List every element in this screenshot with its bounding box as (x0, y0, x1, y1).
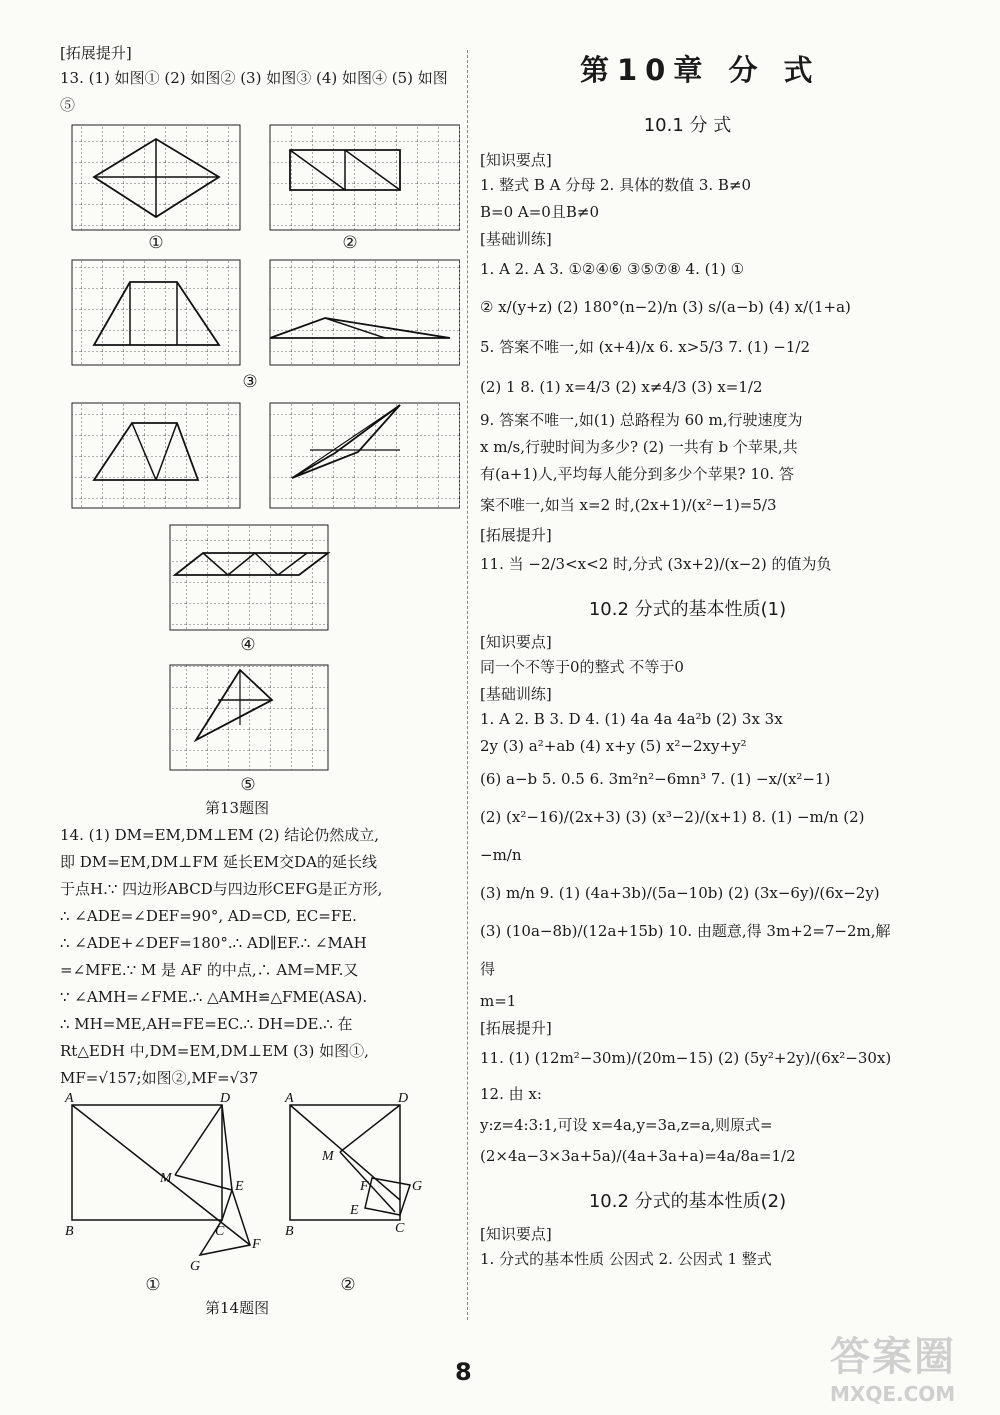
fig13-label-4: ④ (240, 635, 256, 655)
answer-line: 1. 分式的基本性质 公因式 2. 公因式 1 整式 (480, 1250, 772, 1268)
answer-line: ② x/(y+z) (2) 180°(n−2)/n (3) s/(a−b) (4) x/(1+a) (480, 298, 851, 316)
fig14-label-2: ② (340, 1275, 356, 1295)
section-tag: [拓展提升] (480, 1019, 552, 1037)
answer-line: (2) 1 8. (1) x=4/3 (2) x≠4/3 (3) x=1/2 (480, 378, 763, 396)
q14-line: =∠MFE.∵ M 是 AF 的中点,∴ AM=MF.又 (60, 961, 359, 979)
fig13-label-1: ① (148, 233, 164, 253)
q14-line: ∴ ∠ADE+∠DEF=180°.∴ AD∥EF.∴ ∠MAH (60, 934, 367, 952)
grid-4b (270, 403, 460, 508)
left-column (60, 40, 462, 119)
fig13-label-5: ⑤ (240, 775, 256, 795)
section-title: 10.2 分式的基本性质(2) (588, 1191, 787, 1212)
grid-4c (170, 525, 328, 630)
figure-13 (60, 120, 460, 820)
q14-line: Rt△EDH 中,DM=EM,DM⊥EM (3) 如图①, (60, 1042, 369, 1060)
section-tag: [基础训练] (480, 685, 552, 703)
watermark (830, 1325, 956, 1406)
answer-line: 11. 当 −2/3<x<2 时,分式 (3x+2)/(x−2) 的值为负 (480, 555, 832, 573)
pt-F1: F (252, 1237, 261, 1252)
answer-line: (3) (10a−8b)/(12a+15b) 10. 由题意,得 3m+2=7−2m,解得 (480, 922, 891, 978)
section-tag: [拓展提升] (60, 44, 132, 62)
question-13: 13. (1) 如图① (2) 如图② (3) 如图③ (4) 如图④ (5) 如图⑤ (60, 69, 448, 114)
pt-C2: C (395, 1221, 405, 1236)
pt-M1: M (160, 1171, 172, 1186)
pt-M2: M (322, 1149, 334, 1164)
pt-A1: A (65, 1091, 74, 1106)
answer-line: y:z=4:3:1,可设 x=4a,y=3a,z=a,则原式= (480, 1116, 773, 1134)
q14-line: 即 DM=EM,DM⊥FM 延长EM交DA的延长线 (60, 853, 377, 871)
q14-line: MF=√157;如图②,MF=√37 (60, 1069, 259, 1087)
pt-C1: C (215, 1224, 225, 1239)
pt-F2: F (360, 1179, 369, 1194)
answer-line: (2) (x²−16)/(2x+3) (3) (x³−2)/(x+1) 8. (1) −m/n (2) −m/n (480, 808, 865, 864)
column-divider (467, 50, 468, 1320)
grid-4a (72, 403, 240, 508)
answer-line: 1. A 2. A 3. ①②④⑥ ③⑤⑦⑧ 4. (1) ① (480, 260, 745, 278)
fig13-label-2: ② (342, 233, 358, 253)
answer-line: B=0 A=0且B≠0 (480, 203, 599, 221)
pt-D2: D (398, 1091, 409, 1106)
answer-line: x m/s,行驶时间为多少? (2) 一共有 b 个苹果,共 (480, 438, 798, 456)
right-column (480, 105, 895, 1273)
pt-E1: E (235, 1179, 244, 1194)
pt-E2: E (350, 1203, 359, 1218)
answer-line: 1. 整式 B A 分母 2. 具体的数值 3. B≠0 (480, 176, 752, 194)
grid-1 (72, 125, 240, 230)
q14-line: ∴ ∠ADE=∠DEF=90°, AD=CD, EC=FE. (60, 907, 357, 925)
q14-line: 14. (1) DM=EM,DM⊥EM (2) 结论仍然成立, (60, 826, 380, 844)
pt-B2: B (285, 1224, 294, 1239)
grid-2 (270, 125, 460, 230)
q14-line: 于点H.∵ 四边形ABCD与四边形CEFG是正方形, (60, 880, 383, 898)
watermark-cn: 答案圈 (830, 1334, 956, 1380)
answer-line: 11. (1) (12m²−30m)/(20m−15) (2) (5y²+2y)/(6x²−30x) 12. 由 x: (480, 1049, 892, 1103)
answer-line: 案不唯一,如当 x=2 时,(2x+1)/(x²−1)=5/3 (480, 496, 777, 514)
answer-line: 同一个不等于0的整式 不等于0 (480, 658, 684, 676)
chapter-title: 第10章 分 式 (580, 53, 821, 87)
watermark-url: MXQE.COM (830, 1382, 956, 1406)
pt-A2: A (285, 1091, 294, 1106)
section-title: 10.1 分 式 (643, 115, 732, 136)
answer-line: 9. 答案不唯一,如(1) 总路程为 60 m,行驶速度为 (480, 411, 803, 429)
section-tag: [拓展提升] (480, 526, 552, 544)
answer-line: (3) m/n 9. (1) (4a+3b)/(5a−10b) (2) (3x−6y)/(6x−2y) (480, 884, 880, 902)
pt-G1: G (190, 1259, 201, 1274)
section-title: 10.2 分式的基本性质(1) (588, 599, 787, 620)
fig13-label-3: ③ (242, 372, 258, 392)
answer-line: 2y (3) a²+ab (4) x+y (5) x²−2xy+y² (480, 737, 747, 755)
grid-5 (170, 665, 328, 770)
fig13-caption: 第13题图 (205, 799, 270, 817)
pt-D1: D (220, 1091, 231, 1106)
fig14-label-1: ① (145, 1275, 161, 1295)
q14-line: ∵ ∠AMH=∠FME.∴ △AMH≌△FME(ASA). (60, 988, 368, 1006)
section-tag: [知识要点] (480, 633, 552, 651)
answer-line: m=1 (480, 992, 517, 1010)
section-tag: [知识要点] (480, 1225, 552, 1243)
answer-line: 有(a+1)人,平均每人能分到多少个苹果? 10. 答 (480, 465, 794, 483)
figure-14 (60, 1090, 460, 1290)
page-number: 8 (455, 1358, 472, 1386)
pt-B1: B (65, 1224, 74, 1239)
answer-line: 1. A 2. B 3. D 4. (1) 4a 4a 4a²b (2) 3x 3x (480, 710, 783, 728)
fig14-caption: 第14题图 (205, 1299, 270, 1317)
answer-line: (6) a−b 5. 0.5 6. 3m²n²−6mn³ 7. (1) −x/(x²−1) (480, 770, 831, 788)
pt-G2: G (412, 1179, 423, 1194)
answer-line: 5. 答案不唯一,如 (x+4)/x 6. x>5/3 7. (1) −1/2 (480, 338, 810, 356)
grid-3b (270, 260, 460, 365)
section-tag: [基础训练] (480, 230, 552, 248)
question-14 (60, 822, 462, 1092)
section-tag: [知识要点] (480, 151, 552, 169)
grid-3a (72, 260, 240, 365)
q14-line: ∴ MH=ME,AH=FE=EC.∴ DH=DE.∴ 在 (60, 1015, 353, 1033)
answer-line: (2×4a−3×3a+5a)/(4a+3a+a)=4a/8a=1/2 (480, 1147, 796, 1165)
